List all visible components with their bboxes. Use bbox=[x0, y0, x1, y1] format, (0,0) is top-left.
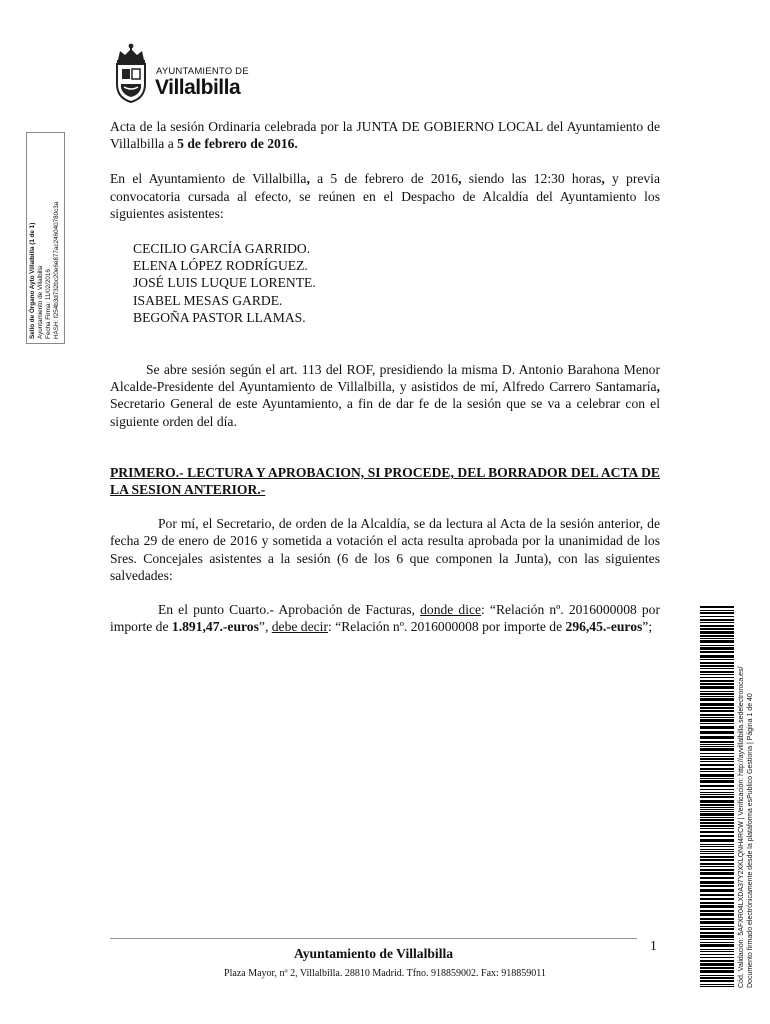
platform-note: Documento firmado electrónicamente desde la plataforma esPublico Gestiona | Página 1 de 40 bbox=[746, 693, 754, 988]
barcode-bar bbox=[700, 707, 734, 709]
barcode-bar bbox=[700, 758, 734, 760]
barcode-bar bbox=[700, 719, 734, 722]
barcode-bar bbox=[700, 761, 734, 762]
attendee-item: BEGOÑA PASTOR LLAMAS. bbox=[133, 309, 306, 325]
barcode-bar bbox=[700, 822, 734, 824]
barcode-bar bbox=[700, 846, 734, 847]
barcode-bar bbox=[700, 949, 734, 950]
barcode-bar bbox=[700, 659, 734, 660]
stamp-date: Fecha Firma: 11/02/2016 bbox=[45, 269, 52, 339]
barcode-bar bbox=[700, 986, 734, 987]
barcode-bar bbox=[700, 668, 734, 669]
barcode-bar bbox=[700, 789, 734, 790]
stamp-hash: HASH: f254b3d732bc20e6e877ac246040780c3a bbox=[53, 201, 60, 339]
barcode-bar bbox=[700, 951, 734, 952]
barcode-bar bbox=[700, 902, 734, 904]
barcode-bar bbox=[700, 635, 734, 637]
barcode-bar bbox=[700, 691, 734, 692]
barcode-bar bbox=[700, 612, 734, 614]
barcode-bar bbox=[700, 975, 734, 976]
barcode-bar bbox=[700, 898, 734, 900]
barcode-bar bbox=[700, 918, 734, 920]
barcode-bar bbox=[700, 910, 734, 912]
barcode-bar bbox=[700, 859, 734, 861]
attendee-item: ISABEL MESAS GARDE. bbox=[133, 292, 283, 308]
barcode-bar bbox=[700, 963, 734, 966]
barcode-bar bbox=[700, 683, 734, 685]
validation-barcode bbox=[700, 606, 734, 988]
barcode-bar bbox=[700, 671, 734, 673]
validation-code: Cód. Validación: 5AFXR04LXDA37Y2XKLQNH4RCW | Verificación: http://ayvillalbilla.sedelectronica.es/ bbox=[738, 666, 745, 988]
barcode-bar bbox=[700, 792, 734, 793]
barcode-bar bbox=[700, 913, 734, 916]
stamp-entity: Ayuntamiento de Villalbilla bbox=[37, 265, 44, 339]
barcode-bar bbox=[700, 622, 734, 623]
attendee-item: ELENA LÓPEZ RODRÍGUEZ. bbox=[133, 258, 308, 274]
barcode-bar bbox=[700, 935, 734, 938]
barcode-bar bbox=[700, 696, 734, 697]
barcode-bar bbox=[700, 881, 734, 884]
barcode-bar bbox=[700, 839, 734, 842]
barcode-bar bbox=[700, 939, 734, 940]
barcode-bar bbox=[700, 831, 734, 833]
signature-stamp bbox=[26, 132, 65, 344]
barcode-bar bbox=[700, 863, 734, 865]
stamp-title: Sello de Órgano Ayto Villalbilla (1 de 1) bbox=[29, 222, 36, 339]
barcode-bar bbox=[700, 640, 734, 643]
document-body bbox=[110, 118, 660, 635]
barcode-bar bbox=[700, 723, 734, 724]
barcode-bar bbox=[700, 809, 734, 810]
barcode-bar bbox=[700, 851, 734, 852]
barcode-bar bbox=[700, 710, 734, 712]
barcode-bar bbox=[700, 957, 734, 958]
barcode-bar bbox=[700, 800, 734, 803]
barcode-bar bbox=[700, 631, 734, 634]
logo-title: Villalbilla bbox=[155, 76, 241, 99]
attendee-list bbox=[110, 240, 660, 326]
barcode-bar bbox=[700, 866, 734, 867]
barcode-bar bbox=[700, 980, 734, 982]
barcode-bar bbox=[700, 780, 734, 783]
barcode-bar bbox=[700, 610, 734, 611]
footer-address: Plaza Mayor, nº 2, Villalbilla. 28810 Madrid. Tfno. 918859002. Fax: 918859011 bbox=[224, 968, 546, 979]
session-date: 5 de febrero de 2016. bbox=[177, 136, 298, 152]
footer-title: Ayuntamiento de Villalbilla bbox=[293, 946, 454, 961]
barcode-bar bbox=[700, 794, 734, 795]
barcode-bar bbox=[700, 606, 734, 608]
barcode-bar bbox=[700, 928, 734, 930]
barcode-bar bbox=[700, 849, 734, 850]
intro-paragraph: Acta de la sesión Ordinaria celebrada por la JUNTA DE GOBIERNO LOCAL del Ayuntamiento de Villalbilla a 5 de febrero de 2016. bbox=[110, 119, 660, 152]
barcode-bar bbox=[700, 804, 734, 806]
barcode-bar bbox=[700, 693, 734, 695]
barcode-bar bbox=[700, 625, 734, 627]
barcode-bar bbox=[700, 894, 734, 896]
barcode-bar bbox=[700, 628, 734, 630]
attendee-item: JOSÉ LUIS LUQUE LORENTE. bbox=[133, 275, 316, 291]
barcode-bar bbox=[700, 807, 734, 808]
barcode-bar bbox=[700, 944, 734, 947]
barcode-bar bbox=[700, 674, 734, 675]
barcode-bar bbox=[700, 665, 734, 667]
municipality-logo bbox=[112, 42, 249, 106]
stamp-text bbox=[29, 133, 61, 339]
meeting-paragraph: En el Ayuntamiento de Villalbilla, a 5 de febrero de 2016, siendo las 12:30 horas, y previa convocatoria cursada al efecto, se reúnen en el Despacho de Alcaldía del Ayuntamiento los siguientes asistentes: bbox=[110, 171, 660, 221]
barcode-bar bbox=[700, 977, 734, 979]
minutes-paragraph: Por mí, el Secretario, de orden de la Alcaldía, se da lectura al Acta de la sesión anterior, de fecha 29 de enero de 2016 y sometida a votación el acta resulta aprobada por la unanimidad de los Sres. Concejales asistentes a la sesión (6 de los 6 que componen la Junta), con las siguientes salvedades: bbox=[110, 516, 660, 583]
barcode-bar bbox=[700, 764, 734, 766]
correction-paragraph: En el punto Cuarto.- Aprobación de Facturas, donde dice: “Relación nº. 2016000008 por importe de 1.891,47.-euros”, debe decir: “Relación nº. 2016000008 por importe de 296,45.-euros”; bbox=[110, 602, 661, 635]
barcode-bar bbox=[700, 954, 734, 955]
barcode-bar bbox=[700, 774, 734, 777]
barcode-bar bbox=[700, 645, 734, 646]
barcode-bar bbox=[700, 768, 734, 770]
agenda-heading: PRIMERO.- LECTURA Y APROBACION, SI PROCEDE, DEL BORRADOR DEL ACTA DE LA SESION ANTERIOR.- bbox=[110, 464, 660, 498]
barcode-bar bbox=[700, 853, 734, 854]
barcode-bar bbox=[700, 703, 734, 706]
barcode-bar bbox=[700, 717, 734, 718]
barcode-bar bbox=[700, 926, 734, 927]
barcode-bar bbox=[700, 828, 734, 829]
validation-text bbox=[738, 608, 755, 988]
barcode-bar bbox=[700, 619, 734, 621]
barcode-bar bbox=[700, 905, 734, 908]
barcode-bar bbox=[700, 655, 734, 658]
barcode-bar bbox=[700, 785, 734, 787]
barcode-bar bbox=[700, 984, 734, 985]
barcode-bar bbox=[700, 942, 734, 943]
barcode-bar bbox=[700, 885, 734, 887]
barcode-bar bbox=[700, 651, 734, 653]
coat-of-arms-icon bbox=[112, 42, 150, 104]
barcode-bar bbox=[700, 877, 734, 879]
barcode-bar bbox=[700, 746, 734, 747]
page-number: 1 bbox=[650, 938, 657, 953]
barcode-bar bbox=[700, 677, 734, 678]
barcode-bar bbox=[700, 970, 734, 973]
barcode-bar bbox=[700, 726, 734, 729]
opening-paragraph: Se abre sesión según el art. 113 del ROF, presidiendo la misma D. Antonio Barahona Menor Alcalde-Presidente del Ayuntamiento de Villalbilla, y asistidos de mí, Alfredo Carrero Santamaría, Secretario General de este Ayuntamiento, a fin de dar fe de la sesión que se va a celebrar con el siguiente orden del día. bbox=[110, 362, 660, 429]
barcode-bar bbox=[700, 662, 734, 664]
barcode-bar bbox=[700, 967, 734, 969]
barcode-bar bbox=[700, 741, 734, 743]
barcode-bar bbox=[700, 753, 734, 754]
barcode-bar bbox=[700, 796, 734, 798]
barcode-bar bbox=[700, 616, 734, 617]
attendee-item: CECILIO GARCÍA GARRIDO. bbox=[133, 241, 311, 257]
barcode-bar bbox=[700, 817, 734, 818]
barcode-bar bbox=[700, 811, 734, 812]
barcode-bar bbox=[700, 698, 734, 701]
barcode-bar bbox=[700, 825, 734, 827]
barcode-bar bbox=[700, 778, 734, 779]
barcode-bar bbox=[700, 714, 734, 716]
barcode-bar bbox=[700, 736, 734, 739]
barcode-bar bbox=[700, 835, 734, 837]
barcode-bar bbox=[700, 819, 734, 821]
barcode-bar bbox=[700, 932, 734, 934]
barcode-bar bbox=[700, 638, 734, 639]
barcode-bar bbox=[700, 686, 734, 689]
footer-divider bbox=[110, 938, 637, 939]
barcode-bar bbox=[700, 813, 734, 816]
barcode-bar bbox=[700, 921, 734, 924]
barcode-bar bbox=[700, 856, 734, 858]
barcode-bar bbox=[700, 756, 734, 757]
barcode-bar bbox=[700, 889, 734, 892]
barcode-bar bbox=[700, 680, 734, 682]
logo-subtitle: AYUNTAMIENTO DE bbox=[156, 66, 249, 77]
barcode-bar bbox=[700, 869, 734, 871]
barcode-bar bbox=[700, 748, 734, 751]
barcode-bar bbox=[700, 872, 734, 875]
barcode-bar bbox=[700, 771, 734, 772]
barcode-bar bbox=[700, 844, 734, 845]
barcode-bar bbox=[700, 960, 734, 962]
barcode-bar bbox=[700, 647, 734, 650]
barcode-bar bbox=[700, 731, 734, 734]
barcode-bar bbox=[700, 744, 734, 745]
